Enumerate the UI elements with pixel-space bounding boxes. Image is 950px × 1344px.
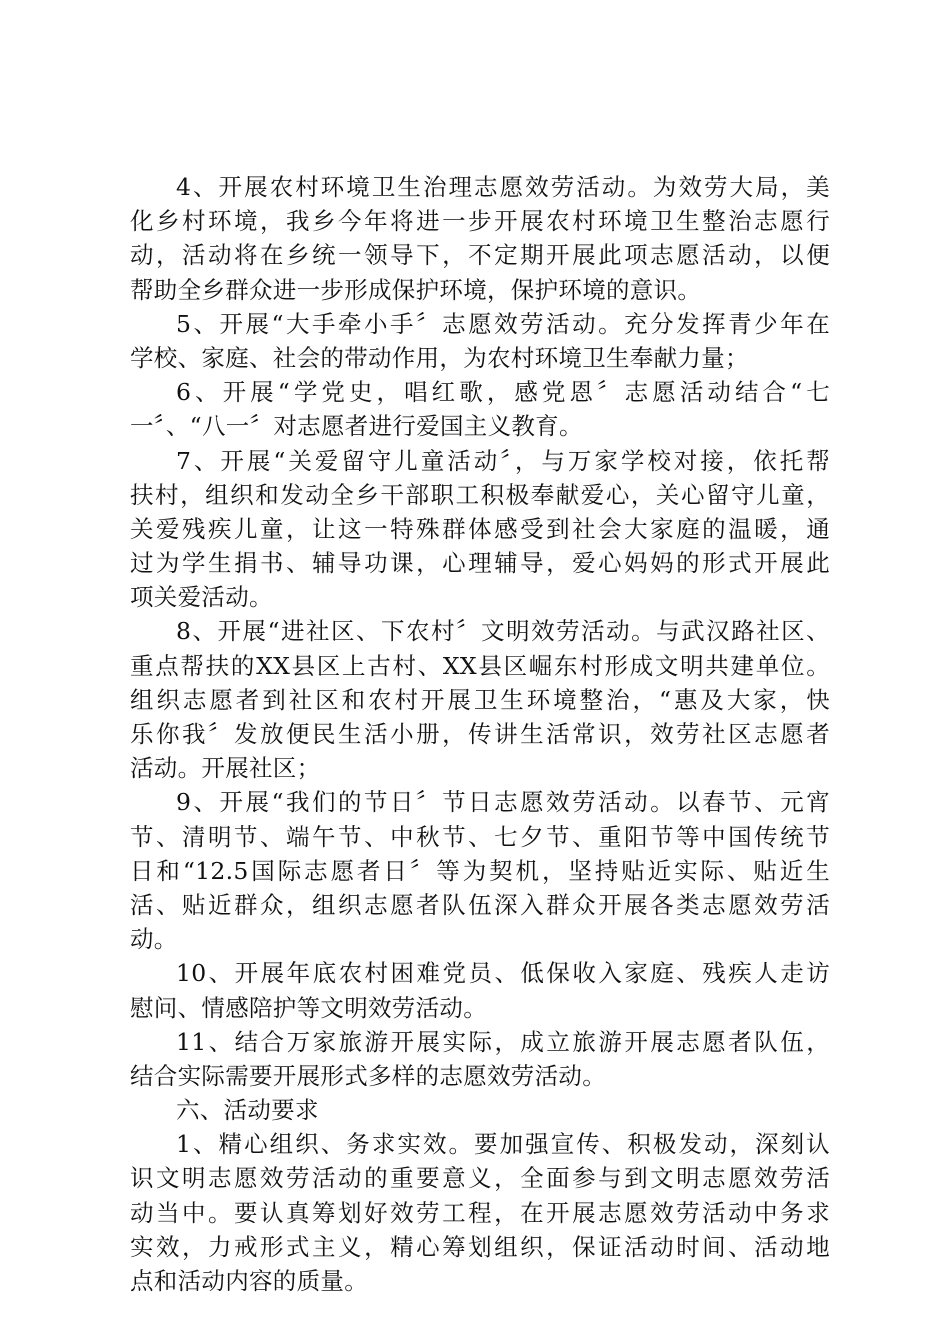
- text-line: 扶村，组织和发动全乡干部职工积极奉献爱心，关心留守儿童，: [130, 480, 830, 509]
- text-line: 1、精心组织、务求实效。要加强宣传、积极发动，深刻认: [176, 1130, 830, 1159]
- text-line: 11、结合万家旅游开展实际，成立旅游开展志愿者队伍，: [176, 1027, 830, 1056]
- text-line: 动。: [130, 925, 178, 954]
- text-line: 7、开展“关爱留守儿童活动〞，与万家学校对接，依托帮: [176, 446, 830, 475]
- text-line: 重点帮扶的XX县区上古村、XX县区崛东村形成文明共建单位。: [130, 651, 830, 680]
- text-line: 5、开展“大手牵小手〞志愿效劳活动。充分发挥青少年在: [176, 309, 830, 338]
- text-line: 识文明志愿效劳活动的重要意义，全面参与到文明志愿效劳活: [130, 1164, 830, 1193]
- text-line: 8、开展“进社区、下农村〞文明效劳活动。与武汉路社区、: [176, 617, 830, 646]
- text-line: 过为学生捐书、辅导功课，心理辅导，爱心妈妈的形式开展此: [130, 549, 830, 578]
- text-line: 活动。开展社区；: [130, 754, 321, 783]
- text-line: 关爱残疾儿童，让这一特殊群体感受到社会大家庭的温暖，通: [130, 514, 830, 543]
- text-line: 帮助全乡群众进一步形成保护环境，保护环境的意识。: [130, 275, 702, 304]
- text-line: 实效，力戒形式主义，精心筹划组织，保证活动时间、活动地: [130, 1232, 830, 1261]
- text-line: 活、贴近群众，组织志愿者队伍深入群众开展各类志愿效劳活: [130, 890, 830, 919]
- document-body: [130, 170, 830, 1298]
- text-line: 项关爱活动。: [130, 583, 273, 612]
- text-line: 六、活动要求: [176, 1096, 319, 1125]
- text-line: 9、开展“我们的节日〞节日志愿效劳活动。以春节、元宵: [176, 788, 830, 817]
- text-line: 结合实际需要开展形式多样的志愿效劳活动。: [130, 1061, 606, 1090]
- text-line: 动当中。要认真筹划好效劳工程，在开展志愿效劳活动中务求: [130, 1198, 830, 1227]
- text-line: 乐你我〞发放便民生活小册，传讲生活常识，效劳社区志愿者: [130, 720, 830, 748]
- text-line: 化乡村环境，我乡今年将进一步开展农村环境卫生整治志愿行: [130, 207, 830, 236]
- text-line: 慰问、情感陪护等文明效劳活动。: [130, 993, 487, 1022]
- text-line: 学校、家庭、社会的带动作用，为农村环境卫生奉献力量；: [130, 343, 749, 372]
- text-line: 节、清明节、端午节、中秋节、七夕节、重阳节等中国传统节: [130, 822, 830, 851]
- text-line: 一〞、“八一〞对志愿者进行爱国主义教育。: [130, 412, 583, 441]
- text-line: 6、开展“学党史，唱红歌，感党恩〞志愿活动结合“七: [176, 378, 830, 407]
- text-line: 日和“12.5国际志愿者日〞等为契机，坚持贴近实际、贴近生: [130, 856, 830, 885]
- text-line: 4、开展农村环境卫生治理志愿效劳活动。为效劳大局，美: [176, 173, 830, 201]
- text-line: 点和活动内容的质量。: [130, 1267, 368, 1295]
- text-line: 10、开展年底农村困难党员、低保收入家庭、残疾人走访: [176, 959, 830, 988]
- text-line: 动，活动将在乡统一领导下，不定期开展此项志愿活动，以便: [130, 241, 830, 270]
- text-line: 组织志愿者到社区和农村开展卫生环境整治，“惠及大家，快: [130, 685, 830, 714]
